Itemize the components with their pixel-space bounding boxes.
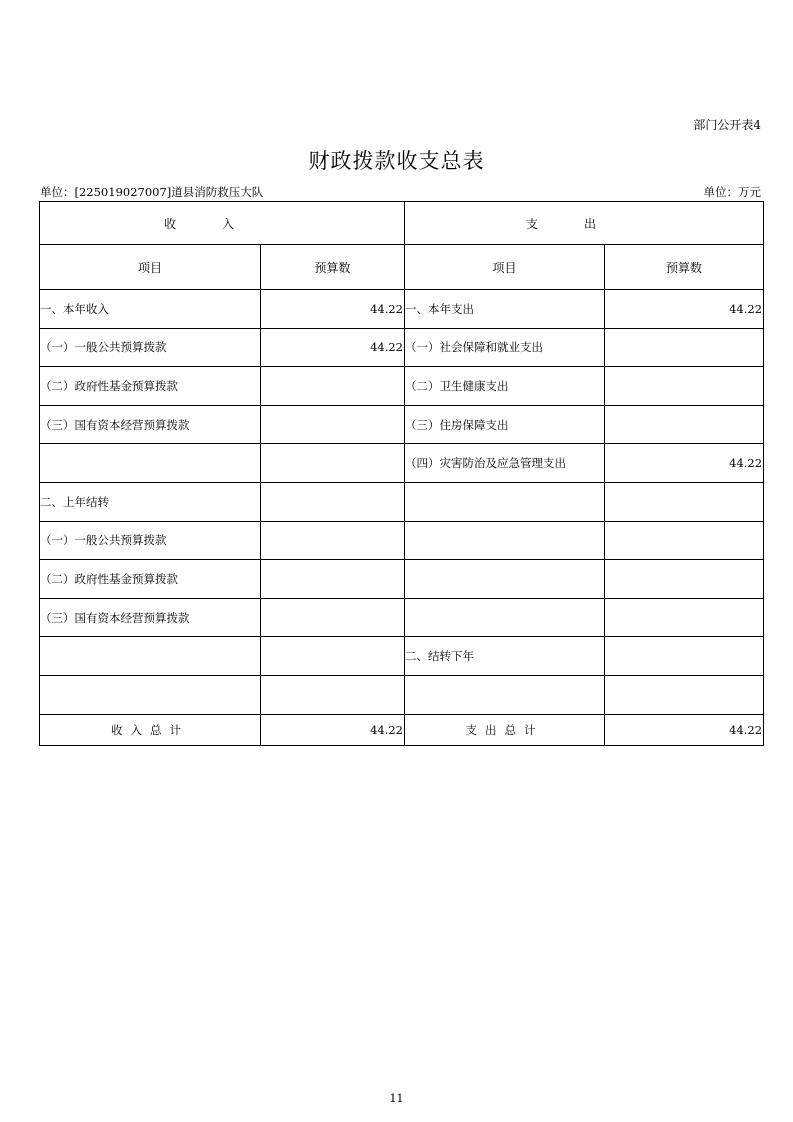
expense-amount xyxy=(605,367,764,406)
table-row xyxy=(40,598,764,637)
income-item: （二）政府性基金预算拨款 xyxy=(40,367,261,406)
income-total-amount: 44.22 xyxy=(261,714,405,745)
income-item: （二）政府性基金预算拨款 xyxy=(40,560,261,599)
expense-item: 二、结转下年 xyxy=(405,637,605,676)
expense-item xyxy=(405,560,605,599)
expense-amount: 44.22 xyxy=(605,444,764,483)
fiscal-summary-table xyxy=(39,201,764,746)
expense-total-amount: 44.22 xyxy=(605,714,764,745)
table-row xyxy=(40,521,764,560)
expense-item xyxy=(405,521,605,560)
expense-amount: 44.22 xyxy=(605,290,764,329)
unit-name: 单位：[225019027007]道县消防救压大队 xyxy=(40,185,264,199)
income-header: 收入 xyxy=(40,202,405,245)
expense-item-column-header: 项目 xyxy=(405,245,605,290)
expense-item xyxy=(405,598,605,637)
expense-item: （二）卫生健康支出 xyxy=(405,367,605,406)
table-row xyxy=(40,637,764,676)
table-row xyxy=(40,405,764,444)
table-row xyxy=(40,675,764,714)
expense-total-label: 支出总计 xyxy=(405,714,605,745)
income-amount xyxy=(261,521,405,560)
income-item xyxy=(40,637,261,676)
table-row xyxy=(40,444,764,483)
expense-amount xyxy=(605,521,764,560)
total-row xyxy=(40,714,764,745)
income-amount xyxy=(261,482,405,521)
page-number: 11 xyxy=(389,1092,404,1105)
expense-amount xyxy=(605,560,764,599)
expense-amount xyxy=(605,405,764,444)
expense-item xyxy=(405,482,605,521)
income-item: （一）一般公共预算拨款 xyxy=(40,328,261,367)
income-amount-column-header: 预算数 xyxy=(261,245,405,290)
income-amount xyxy=(261,405,405,444)
expense-item: （三）住房保障支出 xyxy=(405,405,605,444)
income-amount: 44.22 xyxy=(261,328,405,367)
table-row xyxy=(40,290,764,329)
expense-amount xyxy=(605,328,764,367)
table-row xyxy=(40,482,764,521)
income-amount xyxy=(261,637,405,676)
income-amount xyxy=(261,675,405,714)
expense-item: （四）灾害防治及应急管理支出 xyxy=(405,444,605,483)
income-amount xyxy=(261,444,405,483)
table-row xyxy=(40,560,764,599)
income-amount xyxy=(261,367,405,406)
section-header-row xyxy=(40,202,764,245)
income-item: 一、本年收入 xyxy=(40,290,261,329)
expense-item: （一）社会保障和就业支出 xyxy=(405,328,605,367)
expense-item: 一、本年支出 xyxy=(405,290,605,329)
expense-amount xyxy=(605,598,764,637)
table-row xyxy=(40,367,764,406)
expense-item xyxy=(405,675,605,714)
income-item xyxy=(40,675,261,714)
income-amount: 44.22 xyxy=(261,290,405,329)
income-item xyxy=(40,444,261,483)
income-item-column-header: 项目 xyxy=(40,245,261,290)
expense-amount xyxy=(605,675,764,714)
expense-amount-column-header: 预算数 xyxy=(605,245,764,290)
table-row xyxy=(40,328,764,367)
expense-amount xyxy=(605,482,764,521)
expense-header: 支出 xyxy=(405,202,764,245)
form-number: 部门公开表4 xyxy=(693,118,761,132)
income-amount xyxy=(261,598,405,637)
income-total-label: 收入总计 xyxy=(40,714,261,745)
income-item: （一）一般公共预算拨款 xyxy=(40,521,261,560)
page-title: 财政拨款收支总表 xyxy=(308,149,485,173)
column-header-row xyxy=(40,245,764,290)
income-item: （三）国有资本经营预算拨款 xyxy=(40,598,261,637)
income-amount xyxy=(261,560,405,599)
income-item: 二、上年结转 xyxy=(40,482,261,521)
currency-unit: 单位：万元 xyxy=(703,185,761,199)
income-item: （三）国有资本经营预算拨款 xyxy=(40,405,261,444)
expense-amount xyxy=(605,637,764,676)
